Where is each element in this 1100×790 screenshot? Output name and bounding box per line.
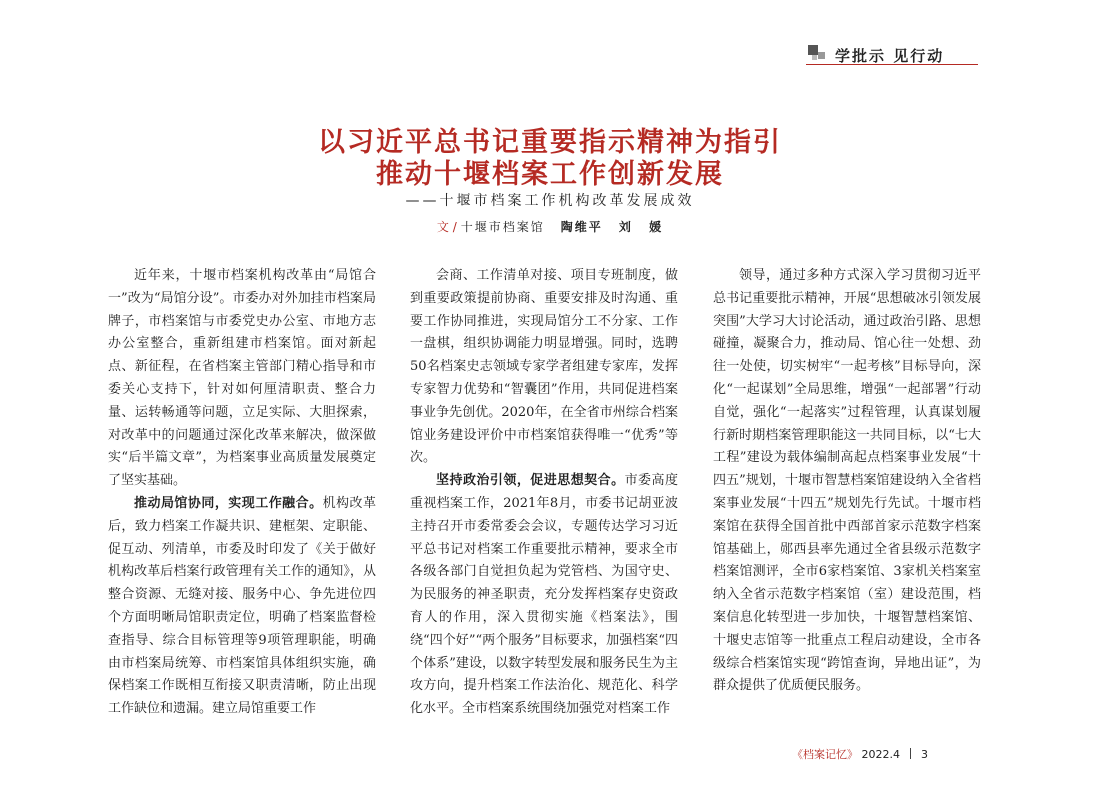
paragraph-lead: 坚持政治引领，促进思想契合。 (436, 473, 625, 489)
article-subtitle: ——十堰市档案工作机构改革发展成效 (405, 193, 695, 209)
paragraph: 领导，通过多种方式深入学习贯彻习近平总书记重要批示精神，开展“思想破冰引领发展突围”大学习大讨论活动，通过政治引路、思想碰撞，凝聚合力，推动局、馆心往一处想、劲往一处使，切实树牢“一起考核”目标导向，深化“一起谋划”全局思维，增强“一起部署”行动自觉，强化“一起落实”过程管理，认真谋划履行新时期档案管理职能这一共同目标，以“七大工程”建设为载体编制高起点档案事业发展“十四五”规划，十堰市智慧档案馆建设纳入全省档案事业发展“十四五”规划先行先试。十堰市档案馆在获得全国首批中西部首家示范数字档案馆基础上，郧西县率先通过全省县级示范数字档案馆测评，全市6家档案馆、3家机关档案室纳入全省示范数字档案馆（室）建设范围，档案信息化转型进一步加快，十堰智慧档案馆、十堰史志馆等一批重点工程启动建设，全市各级综合档案馆实现“跨馆查询，异地出证”，为群众提供了优质便民服务。 (713, 268, 981, 694)
byline-prefix: 文 / (436, 220, 457, 234)
paragraph (108, 493, 376, 721)
article-title-line1: 以习近平总书记重要指示精神为指引 (318, 127, 782, 158)
header-square-icon (818, 52, 825, 59)
page-footer (792, 746, 928, 762)
byline-org: 十堰市档案馆 (460, 220, 545, 234)
header-square-icon (808, 45, 818, 55)
magazine-name: 《档案记忆》 (792, 748, 858, 761)
header-square-icon (812, 55, 817, 60)
paragraph-text: 机构改革后，致力档案工作凝共识、建框架、定职能、促互动、列清单，市委及时印发了《关于做好机构改革后档案行政管理有关工作的通知》，从整合资源、无缝对接、服务中心、争先进位四个方面明晰局馆职责定位，明确了档案监督检查指导、综合目标管理等9项管理职能，明确由市档案局统筹、市档案馆具体组织实施，确保档案工作既相互衔接又职责清晰，防止出现工作缺位和遗漏。建立局馆重要工作 (108, 495, 376, 717)
footer-divider (910, 748, 911, 759)
section-label: 学批示 见行动 (835, 47, 945, 65)
page-number: 3 (921, 748, 928, 761)
header-rule (806, 64, 978, 65)
body-column-1 (108, 265, 376, 743)
body-column-2 (410, 265, 678, 743)
paragraph-text: 市委高度重视档案工作，2021年8月，市委书记胡亚波主持召开市委常委会会议，专题传达学习习近平总书记对档案工作重要批示精神，要求全市各级各部门自觉担负起为党管档、为国守史、为民服务的神圣职责，充分发挥档案存史资政育人的作用，深入贯彻实施《档案法》，围绕“四个好”“两个服务”目标要求，加强档案“四个体系”建设，以数字转型发展和服务民生为主攻方向，提升档案工作法治化、规范化、科学化水平。全市档案系统围绕加强党对档案工作 (410, 473, 678, 717)
issue-number: 2022.4 (861, 748, 900, 761)
byline-authors: 陶维平 刘 媛 (560, 220, 664, 234)
paragraph (410, 470, 678, 721)
byline (0, 218, 1100, 235)
paragraph: 会商、工作清单对接、项目专班制度，做到重要政策提前协商、重要安排及时沟通、重要工作协同推进，实现局馆分工不分家、工作一盘棋，组织协调能力明显增强。同时，选聘50名档案史志领域专家学者组建专家库，发挥专家智力优势和“智囊团”作用，共同促进档案事业争先创优。2020年，在全省市州综合档案馆业务建设评价中市档案馆获得唯一“优秀”等次。 (410, 268, 678, 466)
body-column-3 (713, 265, 981, 743)
paragraph-lead: 推动局馆协同，实现工作融合。 (134, 495, 323, 511)
article-title-line2: 推动十堰档案工作创新发展 (376, 159, 724, 190)
paragraph: 近年来，十堰市档案机构改革由“局馆合一”改为“局馆分设”。市委办对外加挂市档案局牌子，市档案馆与市委党史办公室、市地方志办公室整合，重新组建市档案馆。面对新起点、新征程，在省档案主管部门精心指导和市委关心支持下，针对如何厘清职责、整合力量、运转畅通等问题，立足实际、大胆探索，对改革中的问题通过深化改革来解决，做深做实“后半篇文章”，为档案事业高质量发展奠定了坚实基础。 (108, 268, 376, 489)
